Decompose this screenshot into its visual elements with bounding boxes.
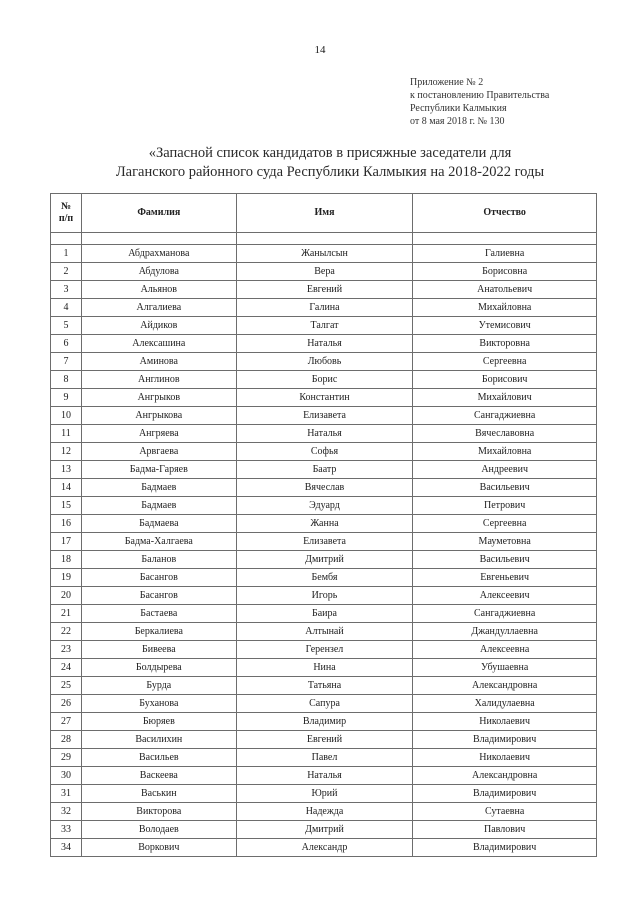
table-row — [51, 533, 597, 551]
cell-patronymic: Александровна — [413, 767, 597, 785]
approval-stamp — [410, 76, 549, 128]
cell-number: 33 — [51, 821, 82, 839]
cell-last-name: Беркалиева — [81, 623, 236, 641]
cell-last-name: Абдрахманова — [81, 245, 236, 263]
table-row — [51, 407, 597, 425]
cell-first-name: Дмитрий — [236, 821, 413, 839]
cell-patronymic: Викторовна — [413, 335, 597, 353]
cell-first-name: Сапура — [236, 695, 413, 713]
cell-patronymic: Сергеевна — [413, 515, 597, 533]
cell-patronymic: Алексеевна — [413, 641, 597, 659]
table-row — [51, 389, 597, 407]
cell-first-name: Наталья — [236, 335, 413, 353]
cell-number: 20 — [51, 587, 82, 605]
cell-number: 12 — [51, 443, 82, 461]
cell-first-name: Жанылсын — [236, 245, 413, 263]
cell-number: 2 — [51, 263, 82, 281]
cell-number: 30 — [51, 767, 82, 785]
cell-last-name: Ангряева — [81, 425, 236, 443]
cell-first-name: Константин — [236, 389, 413, 407]
spacer-cell — [413, 233, 597, 245]
table-row — [51, 425, 597, 443]
approval-line: Республики Калмыкия — [410, 103, 507, 114]
cell-number: 23 — [51, 641, 82, 659]
approval-line: Приложение № 2 — [410, 77, 484, 88]
cell-number: 10 — [51, 407, 82, 425]
cell-last-name: Альянов — [81, 281, 236, 299]
table-row — [51, 497, 597, 515]
cell-first-name: Нина — [236, 659, 413, 677]
table-row — [51, 461, 597, 479]
cell-number: 8 — [51, 371, 82, 389]
cell-last-name: Бадмаева — [81, 515, 236, 533]
cell-last-name: Абдулова — [81, 263, 236, 281]
cell-patronymic: Борисович — [413, 371, 597, 389]
cell-last-name: Алгалиева — [81, 299, 236, 317]
cell-last-name: Ангрыков — [81, 389, 236, 407]
table-row — [51, 515, 597, 533]
table-row — [51, 803, 597, 821]
cell-last-name: Ангрыкова — [81, 407, 236, 425]
cell-first-name: Юрий — [236, 785, 413, 803]
cell-number: 25 — [51, 677, 82, 695]
cell-last-name: Буханова — [81, 695, 236, 713]
cell-number: 15 — [51, 497, 82, 515]
cell-number: 14 — [51, 479, 82, 497]
document-title — [60, 144, 600, 182]
table-spacer-row — [51, 233, 597, 245]
cell-first-name: Вячеслав — [236, 479, 413, 497]
table-row — [51, 605, 597, 623]
cell-first-name: Татьяна — [236, 677, 413, 695]
cell-patronymic: Васильевич — [413, 551, 597, 569]
cell-last-name: Васькин — [81, 785, 236, 803]
cell-patronymic: Александровна — [413, 677, 597, 695]
table-row — [51, 335, 597, 353]
spacer-cell — [81, 233, 236, 245]
cell-patronymic: Николаевич — [413, 749, 597, 767]
table-row — [51, 641, 597, 659]
table-row — [51, 245, 597, 263]
table-row — [51, 839, 597, 857]
header-last-name: Фамилия — [81, 194, 236, 233]
cell-first-name: Бембя — [236, 569, 413, 587]
cell-number: 21 — [51, 605, 82, 623]
cell-last-name: Васильев — [81, 749, 236, 767]
table-row — [51, 353, 597, 371]
cell-patronymic: Джандуллаевна — [413, 623, 597, 641]
cell-last-name: Воркович — [81, 839, 236, 857]
page-number: 14 — [314, 44, 326, 56]
cell-number: 32 — [51, 803, 82, 821]
cell-patronymic: Владимирович — [413, 839, 597, 857]
cell-number: 4 — [51, 299, 82, 317]
table-row — [51, 299, 597, 317]
cell-patronymic: Анатольевич — [413, 281, 597, 299]
cell-number: 1 — [51, 245, 82, 263]
cell-number: 27 — [51, 713, 82, 731]
cell-number: 18 — [51, 551, 82, 569]
cell-first-name: Павел — [236, 749, 413, 767]
cell-patronymic: Алексеевич — [413, 587, 597, 605]
cell-first-name: Игорь — [236, 587, 413, 605]
table-row — [51, 371, 597, 389]
table-row — [51, 713, 597, 731]
table-row — [51, 749, 597, 767]
cell-number: 24 — [51, 659, 82, 677]
cell-number: 19 — [51, 569, 82, 587]
cell-first-name: Алтынай — [236, 623, 413, 641]
table-row — [51, 695, 597, 713]
cell-last-name: Болдырева — [81, 659, 236, 677]
cell-number: 34 — [51, 839, 82, 857]
cell-number: 5 — [51, 317, 82, 335]
table-row — [51, 731, 597, 749]
cell-patronymic: Утемисович — [413, 317, 597, 335]
cell-last-name: Арвгаева — [81, 443, 236, 461]
cell-patronymic: Михайлович — [413, 389, 597, 407]
cell-number: 26 — [51, 695, 82, 713]
table-row — [51, 281, 597, 299]
cell-last-name: Бюряев — [81, 713, 236, 731]
cell-first-name: Елизавета — [236, 407, 413, 425]
cell-patronymic: Васильевич — [413, 479, 597, 497]
cell-last-name: Бадма-Халгаева — [81, 533, 236, 551]
header-number — [51, 194, 82, 233]
spacer-cell — [236, 233, 413, 245]
table-row — [51, 659, 597, 677]
cell-last-name: Бивеева — [81, 641, 236, 659]
cell-last-name: Англинов — [81, 371, 236, 389]
cell-first-name: Галина — [236, 299, 413, 317]
table-row — [51, 263, 597, 281]
cell-patronymic: Сангаджиевна — [413, 605, 597, 623]
cell-last-name: Алексашина — [81, 335, 236, 353]
cell-first-name: Жанна — [236, 515, 413, 533]
cell-first-name: Талгат — [236, 317, 413, 335]
cell-patronymic: Михайловна — [413, 443, 597, 461]
table-header-row — [51, 194, 597, 233]
cell-number: 11 — [51, 425, 82, 443]
cell-number: 29 — [51, 749, 82, 767]
cell-first-name: Вера — [236, 263, 413, 281]
cell-number: 16 — [51, 515, 82, 533]
table-body — [51, 245, 597, 857]
cell-number: 6 — [51, 335, 82, 353]
table-row — [51, 821, 597, 839]
table-row — [51, 587, 597, 605]
cell-first-name: Герензел — [236, 641, 413, 659]
cell-patronymic: Сутаевна — [413, 803, 597, 821]
cell-number: 31 — [51, 785, 82, 803]
cell-last-name: Айдиков — [81, 317, 236, 335]
cell-first-name: Наталья — [236, 767, 413, 785]
cell-first-name: Дмитрий — [236, 551, 413, 569]
table-row — [51, 443, 597, 461]
table-row — [51, 317, 597, 335]
cell-patronymic: Вячеславовна — [413, 425, 597, 443]
cell-first-name: Любовь — [236, 353, 413, 371]
cell-number: 9 — [51, 389, 82, 407]
table-row — [51, 479, 597, 497]
cell-first-name: Баатр — [236, 461, 413, 479]
cell-patronymic: Павлович — [413, 821, 597, 839]
table-row — [51, 623, 597, 641]
cell-first-name: Борис — [236, 371, 413, 389]
cell-patronymic: Владимирович — [413, 785, 597, 803]
cell-first-name: Елизавета — [236, 533, 413, 551]
cell-number: 13 — [51, 461, 82, 479]
cell-number: 7 — [51, 353, 82, 371]
cell-last-name: Баланов — [81, 551, 236, 569]
table-row — [51, 677, 597, 695]
table-row — [51, 569, 597, 587]
candidates-table — [50, 193, 597, 857]
cell-first-name: Надежда — [236, 803, 413, 821]
cell-last-name: Бадмаев — [81, 497, 236, 515]
cell-patronymic: Николаевич — [413, 713, 597, 731]
cell-last-name: Бурда — [81, 677, 236, 695]
approval-line: от 8 мая 2018 г. № 130 — [410, 116, 505, 127]
cell-patronymic: Михайловна — [413, 299, 597, 317]
cell-last-name: Бадмаев — [81, 479, 236, 497]
cell-patronymic: Сергеевна — [413, 353, 597, 371]
cell-last-name: Викторова — [81, 803, 236, 821]
cell-first-name: Владимир — [236, 713, 413, 731]
cell-last-name: Володаев — [81, 821, 236, 839]
header-first-name: Имя — [236, 194, 413, 233]
cell-first-name: Эдуард — [236, 497, 413, 515]
cell-patronymic: Борисовна — [413, 263, 597, 281]
cell-first-name: Евгений — [236, 281, 413, 299]
cell-patronymic: Мауметовна — [413, 533, 597, 551]
cell-first-name: Наталья — [236, 425, 413, 443]
table-row — [51, 785, 597, 803]
cell-first-name: Софья — [236, 443, 413, 461]
cell-number: 17 — [51, 533, 82, 551]
cell-last-name: Аминова — [81, 353, 236, 371]
cell-patronymic: Петрович — [413, 497, 597, 515]
table-row — [51, 551, 597, 569]
cell-patronymic: Убушаевна — [413, 659, 597, 677]
cell-last-name: Басангов — [81, 587, 236, 605]
cell-first-name: Александр — [236, 839, 413, 857]
header-patronymic: Отчество — [413, 194, 597, 233]
cell-first-name: Евгений — [236, 731, 413, 749]
cell-last-name: Бастаева — [81, 605, 236, 623]
cell-patronymic: Евгеньевич — [413, 569, 597, 587]
cell-patronymic: Андреевич — [413, 461, 597, 479]
cell-last-name: Бадма-Гаряев — [81, 461, 236, 479]
table-row — [51, 767, 597, 785]
cell-last-name: Васкеева — [81, 767, 236, 785]
cell-patronymic: Галиевна — [413, 245, 597, 263]
cell-patronymic: Сангаджиевна — [413, 407, 597, 425]
cell-patronymic: Владимирович — [413, 731, 597, 749]
cell-number: 22 — [51, 623, 82, 641]
document-title-line: Лаганского районного суда Республики Калмыкия на 2018-2022 годы — [115, 164, 545, 180]
cell-last-name: Басангов — [81, 569, 236, 587]
cell-last-name: Василихин — [81, 731, 236, 749]
cell-first-name: Баира — [236, 605, 413, 623]
spacer-cell — [51, 233, 82, 245]
cell-number: 28 — [51, 731, 82, 749]
document-title-line: «Запасной список кандидатов в присяжные заседатели для — [148, 145, 512, 161]
cell-number: 3 — [51, 281, 82, 299]
cell-patronymic: Халидулаевна — [413, 695, 597, 713]
header-number-label: № п/п — [58, 201, 74, 224]
approval-line: к постановлению Правительства — [410, 90, 550, 101]
